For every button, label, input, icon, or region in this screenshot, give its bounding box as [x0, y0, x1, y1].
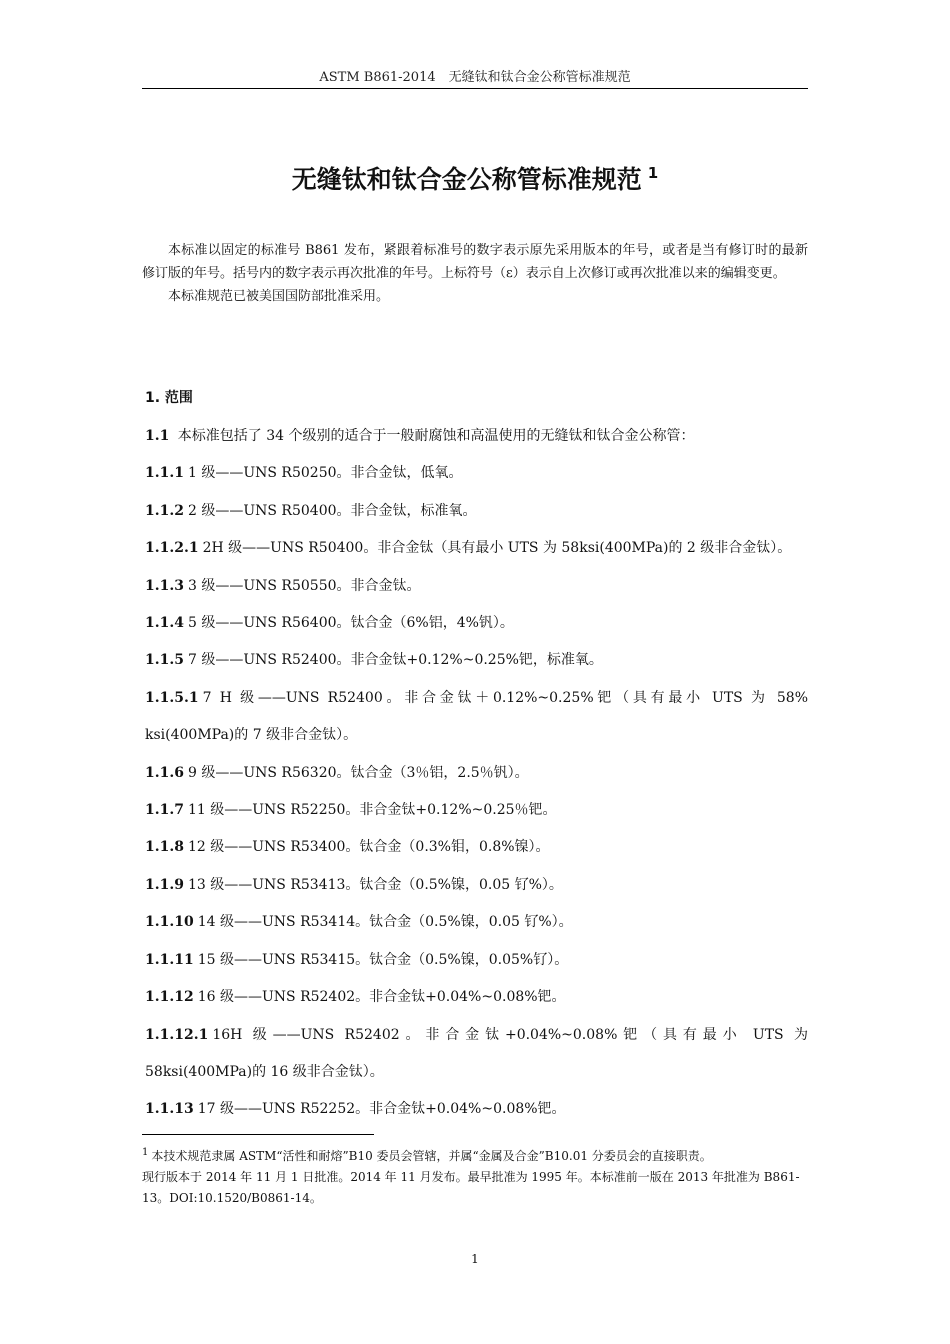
intro-paragraph: 本标准规范已被美国国防部批准采用。 [168, 289, 390, 304]
item-number: 1.1.12 [145, 989, 194, 1006]
item-text: 本标准包括了 34 个级别的适合于一般耐腐蚀和高温使用的无缝钛和钛合金公称管： [173, 428, 695, 444]
item-number: 1.1 [145, 428, 170, 444]
item-text: 2 级——UNS R50400。非合金钛，标准氧。 [187, 502, 477, 519]
item-number: 1.1.2 [145, 502, 184, 519]
intro-block [142, 239, 808, 308]
scope-item [145, 792, 808, 829]
item-number: 1.1.4 [145, 615, 184, 632]
item-text: 3 级——UNS R50550。非合金钛。 [187, 577, 421, 594]
item-text: 16 级——UNS R52402。非合金钛+0.04%~0.08%钯。 [197, 989, 566, 1006]
scope-item [145, 455, 808, 492]
scope-item [145, 1017, 808, 1092]
scope-item [145, 1091, 808, 1128]
scope-item [145, 530, 808, 567]
scope-item [145, 755, 808, 792]
scope-item [145, 829, 808, 866]
item-number: 1.1.2.1 [145, 540, 199, 557]
item-text: 9 级——UNS R56320。钛合金（3％铝，2.5％钒）。 [187, 764, 529, 781]
item-number: 1.1.11 [145, 951, 194, 968]
item-text: 15 级——UNS R53415。钛合金（0.5%镍，0.05%钌）。 [197, 951, 569, 968]
item-number: 1.1.1 [145, 465, 184, 482]
item-text: 13 级——UNS R53413。钛合金（0.5%镍，0.05 钌%）。 [187, 876, 563, 893]
scope-item [145, 493, 808, 530]
item-text: 7 级——UNS R52400。非合金钛+0.12%~0.25%钯，标准氧。 [187, 652, 603, 669]
item-number: 1.1.5.1 [145, 689, 199, 706]
scope-item [145, 904, 808, 941]
footnote-1 [142, 1142, 808, 1167]
item-text: 5 级——UNS R56400。钛合金（6%铝，4%钒）。 [187, 615, 514, 632]
item-number: 1.1.3 [145, 577, 184, 594]
scope-item [145, 568, 808, 605]
item-text: 16H 级——UNS R52402。非合金钛+0.04%~0.08%钯（具有最小 UTS 为 58ksi(400MPa)的 16 级非合金钛）。 [145, 1026, 808, 1080]
scope-item [145, 867, 808, 904]
item-number: 1.1.6 [145, 764, 184, 781]
item-text: 12 级——UNS R53400。钛合金（0.3%钼，0.8%镍）。 [187, 839, 550, 856]
item-text: 14 级——UNS R53414。钛合金（0.5%镍，0.05 钌%）。 [197, 914, 573, 931]
footnote-divider [142, 1134, 374, 1135]
item-text: 11 级——UNS R52250。非合金钛+0.12%~0.25％钯。 [187, 802, 557, 819]
title-footnote-mark: 1 [647, 164, 659, 182]
scope-item [145, 642, 808, 679]
footnote-text: 本技术规范隶属 ASTM“活性和耐熔”B10 委员会管辖，并属“金属及合金”B10.01 分委员会的直接职责。 [151, 1149, 712, 1163]
footnote-mark: 1 [142, 1147, 149, 1158]
item-text: 1 级——UNS R50250。非合金钛，低氧。 [187, 465, 463, 482]
item-text: 2H 级——UNS R50400。非合金钛（具有最小 UTS 为 58ksi(400MPa)的 2 级非合金钛）。 [202, 540, 792, 557]
footnotes [142, 1142, 808, 1209]
item-number: 1.1.12.1 [145, 1026, 209, 1043]
scope-item [145, 605, 808, 642]
item-number: 1.1.5 [145, 652, 184, 669]
item-text: 7 H 级——UNS R52400。非合金钛＋0.12%~0.25%钯（具有最小 UTS 为 58% ksi(400MPa)的 7 级非合金钛）。 [145, 689, 808, 744]
scope-item [145, 979, 808, 1016]
item-number: 1.1.13 [145, 1101, 194, 1118]
title-text: 无缝钛和钛合金公称管标准规范 [291, 165, 642, 194]
item-text: 17 级——UNS R52252。非合金钛+0.04%~0.08%钯。 [197, 1101, 566, 1118]
page-number: 1 [471, 1252, 479, 1266]
section-heading-scope: 1. 范围 [145, 390, 193, 406]
scope-item [145, 418, 808, 455]
scope-item [145, 680, 808, 755]
item-number: 1.1.10 [145, 914, 194, 931]
item-number: 1.1.9 [145, 876, 184, 893]
intro-paragraph: 本标准以固定的标准号 B861 发布，紧跟着标准号的数字表示原先采用版本的年号，或者是当有修订时的最新修订版的年号。括号内的数字表示再次批准的年号。上标符号（ε）表示自上次修订或再次批准以来的编辑变更。 [142, 243, 808, 281]
document-title [142, 160, 808, 196]
scope-item-list [145, 418, 808, 1129]
scope-item [145, 942, 808, 979]
item-number: 1.1.7 [145, 802, 184, 819]
running-header: ASTM B861-2014 无缝钛和钛合金公称管标准规范 [319, 70, 631, 85]
footnote-approval: 现行版本于 2014 年 11 月 1 日批准。2014 年 11 月发布。最早批准为 1995 年。本标准前一版在 2013 年批准为 B861-13。DOI:10.1520/B0861-14。 [142, 1170, 800, 1205]
header-divider [142, 88, 808, 89]
item-number: 1.1.8 [145, 839, 184, 856]
